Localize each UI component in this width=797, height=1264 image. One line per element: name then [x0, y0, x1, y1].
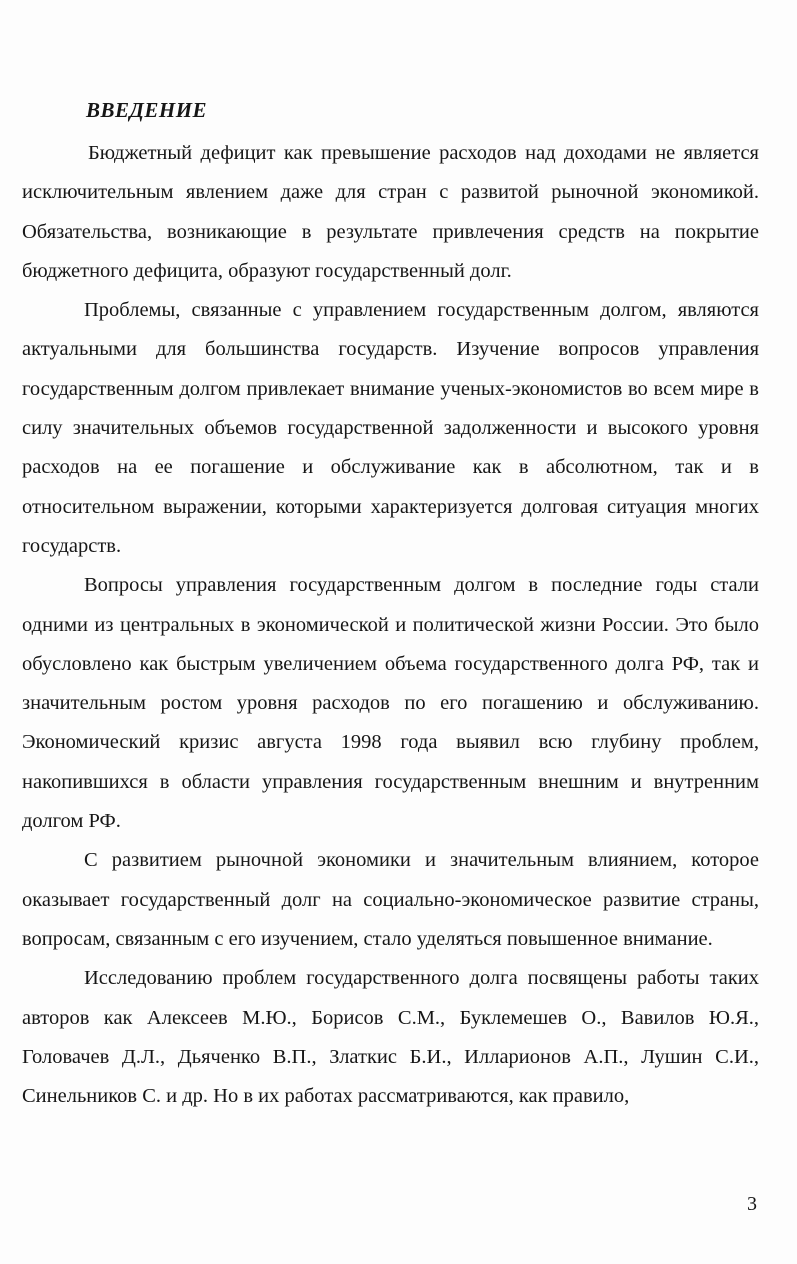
page-number: 3: [747, 1193, 757, 1215]
body-text: [22, 134, 759, 1116]
paragraph-3: Вопросы управления государственным долгом в последние годы стали одними из центральных в экономической и политической жизни России. Это было обусловлено как быстрым увеличением объема государственного долга РФ, так и значительным ростом уровня расходов по его погашению и обслуживанию. Экономический кризис августа 1998 года выявил всю глубину проблем, накопившихся в области управления государственным внешним и внутренним долгом РФ.: [22, 574, 759, 833]
paragraph-5: Исследованию проблем государственного долга посвящены работы таких авторов как Алексеев М.Ю., Борисов С.М., Буклемешев О., Вавилов Ю.Я., Головачев Д.Л., Дьяченко В.П., Златкис Б.И., Илларионов А.П., Лушин С.И., Синельников С. и др. Но в их работах рассматриваются, как правило,: [22, 967, 759, 1108]
paragraph-4: С развитием рыночной экономики и значительным влиянием, которое оказывает государственный долг на социально-экономическое развитие страны, вопросам, связанным с его изучением, стало уделяться повышенное внимание.: [22, 849, 759, 950]
paragraph-1: Бюджетный дефицит как превышение расходов над доходами не является исключительным явлением даже для стран с развитой рыночной экономикой. Обязательства, возникающие в результате привлечения средств на покрытие бюджетного дефицита, образуют государственный долг.: [22, 142, 759, 282]
section-heading: ВВЕДЕНИЕ: [86, 98, 208, 122]
paragraph-2: Проблемы, связанные с управлением государственным долгом, являются актуальными для большинства государств. Изучение вопросов управления государственным долгом привлекает внимание ученых-экономистов во всем мире в силу значительных объемов государственной задолженности и высокого уровня расходов на ее погашение и обслуживание как в абсолютном, так и в относительном выражении, которыми характеризуется долговая ситуация многих государств.: [22, 299, 759, 557]
